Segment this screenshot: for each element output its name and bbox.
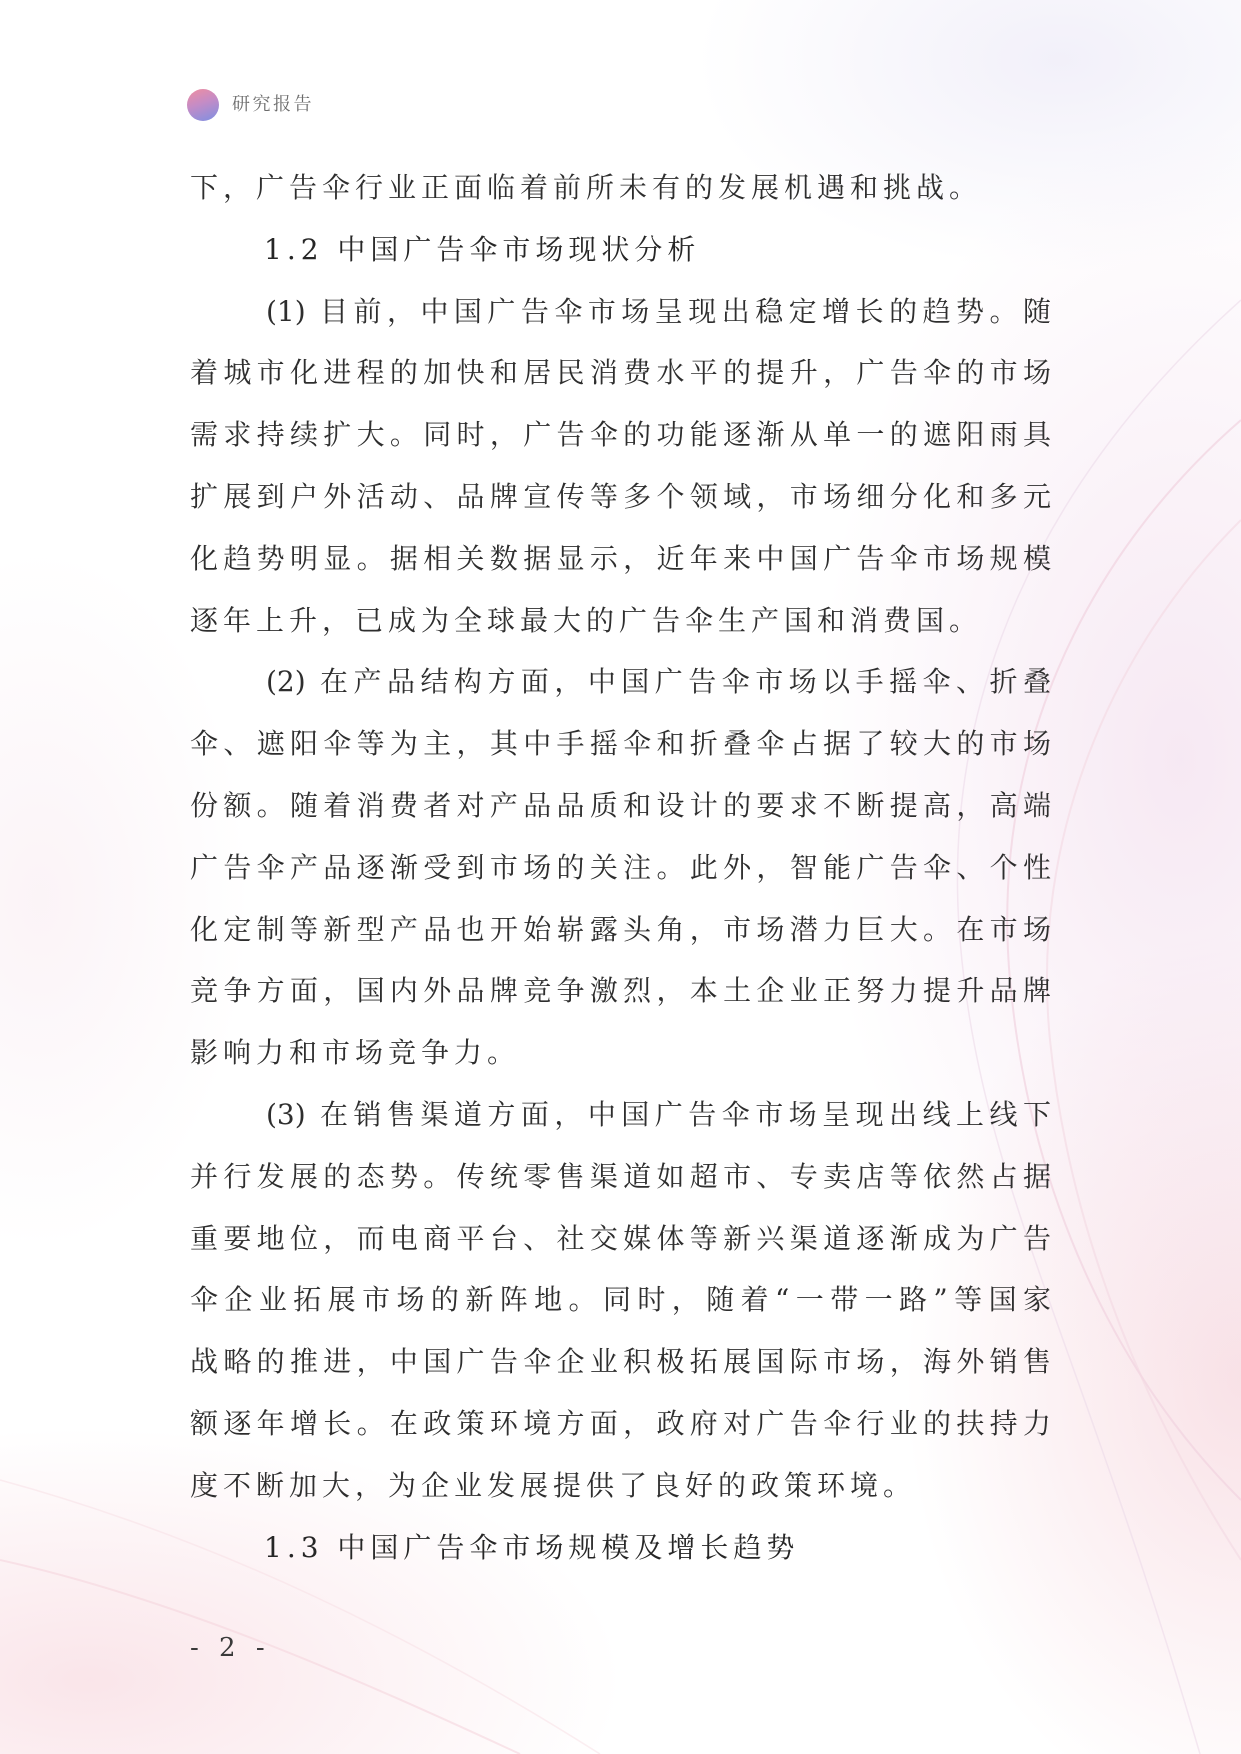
paragraph-line: 着城市化进程的加快和居民消费水平的提升，广告伞的市场 [190,356,1051,390]
paragraph-line: 需求持续扩大。同时，广告伞的功能逐渐从单一的遮阳雨具 [190,418,1051,452]
header-title: 研究报告 [232,94,314,115]
paragraph-line: 额逐年增长。在政策环境方面，政府对广告伞行业的扶持力 [190,1406,1051,1440]
section-heading: 1.2 中国广告伞市场现状分析 [264,232,701,266]
paragraph-line: 并行发展的态势。传统零售渠道如超市、专卖店等依然占据 [190,1159,1051,1193]
paragraph-line: 竞争方面，国内外品牌竞争激烈，本土企业正努力提升品牌 [190,974,1051,1008]
paragraph-line: 伞企业拓展市场的新阵地。同时，随着“一带一路”等国家 [190,1283,1051,1317]
paragraph-line: 逐年上升，已成为全球最大的广告伞生产国和消费国。 [190,603,983,637]
paragraph-line: (1) 目前，中国广告伞市场呈现出稳定增长的趋势。随 [266,294,1051,328]
paragraph-line: 影响力和市场竞争力。 [190,1036,521,1070]
section-heading: 1.3 中国广告伞市场规模及增长趋势 [264,1530,800,1564]
paragraph-line: 广告伞产品逐渐受到市场的关注。此外，智能广告伞、个性 [190,850,1051,884]
document-body [190,157,1051,1578]
paragraph-line: 化趋势明显。据相关数据显示，近年来中国广告伞市场规模 [190,541,1051,575]
paragraph-line: (2) 在产品结构方面，中国广告伞市场以手摇伞、折叠 [266,665,1051,699]
paragraph-line: 化定制等新型产品也开始崭露头角，市场潜力巨大。在市场 [190,912,1051,946]
paragraph-line: 伞、遮阳伞等为主，其中手摇伞和折叠伞占据了较大的市场 [190,727,1051,761]
report-logo-icon [187,89,219,121]
paragraph-line: 重要地位，而电商平台、社交媒体等新兴渠道逐渐成为广告 [190,1221,1051,1255]
paragraph-line: 度不断加大，为企业发展提供了良好的政策环境。 [190,1468,917,1502]
paragraph-line: 战略的推进，中国广告伞企业积极拓展国际市场，海外销售 [190,1345,1051,1379]
paragraph-line: 份额。随着消费者对产品品质和设计的要求不断提高，高端 [190,788,1051,822]
paragraph-line: 扩展到户外活动、品牌宣传等多个领域，市场细分化和多元 [190,479,1051,513]
page-number: - 2 - [190,1633,271,1663]
paragraph-line: 下，广告伞行业正面临着前所未有的发展机遇和挑战。 [190,171,983,204]
paragraph-line: (3) 在销售渠道方面，中国广告伞市场呈现出线上线下 [266,1097,1051,1131]
